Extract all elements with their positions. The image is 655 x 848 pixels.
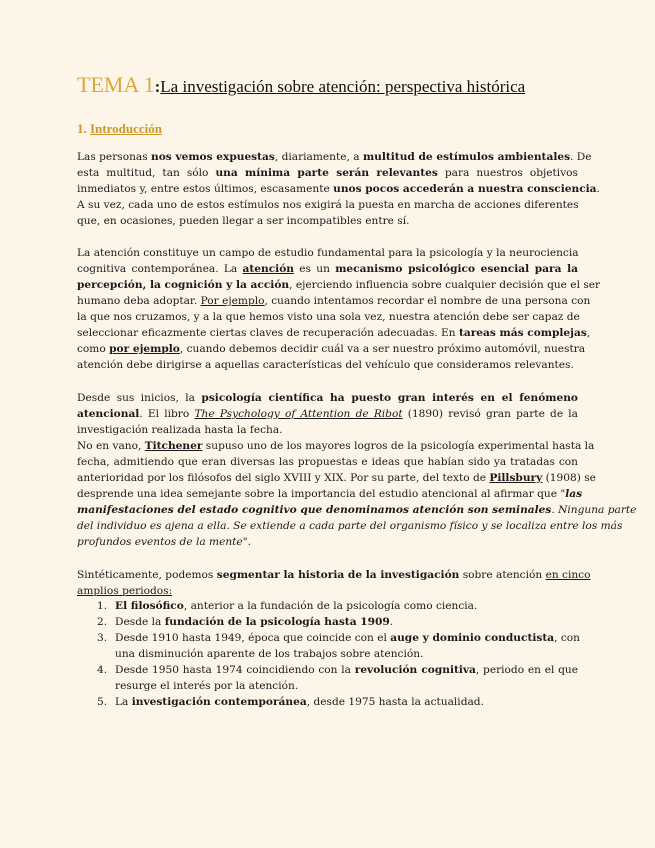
list-number: 4.: [97, 664, 108, 676]
list-number: 5.: [97, 696, 108, 708]
title-text: La investigación sobre atención: perspectiva histórica: [160, 77, 526, 96]
text-line: cognitiva contemporánea. La atención es un mecanismo psicológico esencial para la: [77, 263, 578, 275]
text-line: del individuo es ajena a ella. Se extiende a cada parte del organismo físico y se localiza entre los más: [77, 520, 623, 532]
list-item: [77, 598, 578, 614]
periods-list: [77, 598, 578, 710]
text-line: La atención constituye un campo de estudio fundamental para la psicología y la neurociencia: [77, 247, 579, 259]
list-text: resurge el interés por la atención.: [115, 680, 299, 692]
text-line: como por ejemplo, cuando debemos decidir cuál va a ser nuestro próximo automóvil, nuestra: [77, 343, 586, 355]
text-line: Desde sus inicios, la psicología científica ha puesto gran interés en el fenómeno: [77, 392, 578, 404]
text-line: profundos eventos de la mente".: [77, 536, 251, 548]
section-number: 1.: [77, 121, 87, 136]
text-line: esta multitud, tan sólo una mínima parte serán relevantes para nuestros objetivos: [77, 167, 578, 179]
text-line: Sintéticamente, podemos segmentar la historia de la investigación sobre atención en cinco: [77, 569, 591, 581]
list-text: La investigación contemporánea, desde 1975 hasta la actualidad.: [115, 696, 484, 708]
list-number: 2.: [97, 616, 108, 628]
text-line: inmediatos y, entre estos últimos, escasamente unos pocos accederán a nuestra consciencia.: [77, 183, 600, 195]
list-text: El filosófico, anterior a la fundación de la psicología como ciencia.: [115, 600, 478, 612]
text-line: humano deba adoptar. Por ejemplo, cuando intentamos recordar el nombre de una persona con: [77, 295, 591, 307]
page-title: [77, 72, 597, 98]
paragraph-4: [77, 567, 591, 599]
section-heading: [77, 121, 162, 137]
list-text: una disminución aparente de los trabajos sobre atención.: [115, 648, 424, 660]
section-label: Introducción: [90, 121, 162, 136]
text-line: investigación realizada hasta la fecha.: [77, 424, 283, 436]
paragraph-1: [77, 149, 600, 229]
list-number: 1.: [97, 600, 108, 612]
text-line: que, en ocasiones, pueden llegar a ser incompatibles entre sí.: [77, 215, 410, 227]
text-line: fecha, admitiendo que eran diversas las propuestas e ideas que habían sido ya tratadas con: [77, 456, 578, 468]
text-line: la que nos cruzamos, y a la que hemos visto una sola vez, nuestra atención debe ser capaz de: [77, 311, 580, 323]
text-line: anterioridad por los filósofos del siglo XVIII y XIX. Por su parte, del texto de Pillsbury (1908) se: [77, 472, 596, 484]
paragraph-3: [77, 390, 637, 550]
text-line: atencional. El libro The Psychology of Attention de Ribot (1890) revisó gran parte de la: [77, 408, 578, 420]
list-item: [77, 694, 578, 710]
text-line: percepción, la cognición y la acción, ejerciendo influencia sobre cualquier decisión que el ser: [77, 279, 601, 291]
title-colon: :: [154, 77, 161, 96]
list-item: [77, 614, 578, 630]
text-line: desprende una idea semejante sobre la importancia del estudio atencional al afirmar que "las: [77, 488, 583, 500]
text-line: amplios periodos:: [77, 585, 173, 597]
text-line: No en vano, Titchener supuso uno de los mayores logros de la psicología experimental hasta la: [77, 440, 595, 452]
text-line: A su vez, cada uno de estos estímulos nos exigirá la puesta en marcha de acciones diferentes: [77, 199, 579, 211]
paragraph-2: [77, 245, 601, 373]
list-item: [77, 630, 578, 662]
title-topic-number: TEMA 1: [77, 72, 155, 97]
list-text: Desde 1950 hasta 1974 coincidiendo con la revolución cognitiva, periodo en el que: [115, 664, 578, 676]
text-line: atención debe dirigirse a aquellas características del vehículo que consideramos relevantes.: [77, 359, 574, 371]
text-line: seleccionar eficazmente ciertas claves de recuperación adecuadas. En tareas más complejas,: [77, 327, 591, 339]
list-item: [77, 662, 578, 694]
list-text: Desde la fundación de la psicología hasta 1909.: [115, 616, 394, 628]
text-line: manifestaciones del estado cognitivo que denominamos atención son seminales. Ninguna parte: [77, 504, 637, 516]
list-number: 3.: [97, 632, 108, 644]
list-text: Desde 1910 hasta 1949, época que coincide con el auge y dominio conductista, con: [115, 632, 580, 644]
text-line: Las personas nos vemos expuestas, diariamente, a multitud de estímulos ambientales. De: [77, 151, 592, 163]
